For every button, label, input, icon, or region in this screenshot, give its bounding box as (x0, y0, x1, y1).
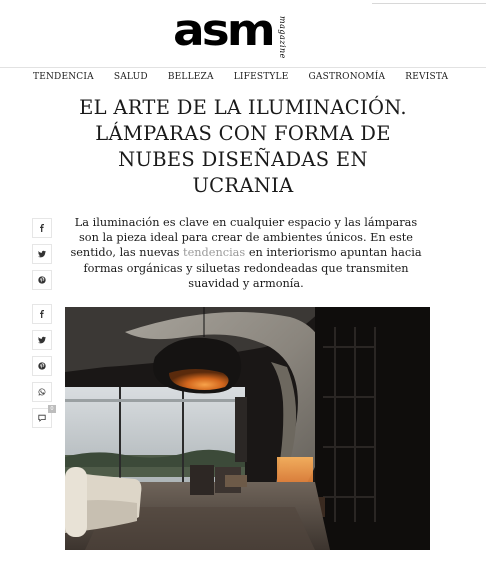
nav-divider (0, 67, 486, 68)
share-pinterest-button[interactable] (32, 270, 52, 290)
share-twitter-button[interactable] (32, 244, 52, 264)
pinterest-icon (38, 362, 46, 370)
logo-text: asm (173, 5, 273, 56)
nav-item-gastronomia[interactable]: GASTRONOMÍA (308, 72, 386, 82)
side-twitter-button[interactable] (32, 330, 52, 350)
side-facebook-button[interactable] (32, 304, 52, 324)
share-facebook-button[interactable] (32, 218, 52, 238)
facebook-icon (38, 224, 46, 232)
nav-item-revista[interactable]: REVISTA (405, 72, 449, 82)
twitter-icon (38, 336, 46, 344)
site-logo[interactable] (173, 5, 287, 59)
logo-subtext: magazine (278, 16, 287, 59)
whatsapp-icon (38, 388, 46, 396)
main-nav (33, 72, 448, 82)
nav-item-lifestyle[interactable]: LIFESTYLE (233, 72, 289, 82)
comment-icon (38, 414, 46, 422)
side-comments-button[interactable] (32, 408, 52, 428)
link-tendencias[interactable]: tendencias (183, 246, 246, 260)
facebook-icon (38, 310, 46, 318)
article-lead (64, 215, 428, 291)
pinterest-icon (38, 276, 46, 284)
twitter-icon (38, 250, 46, 258)
article-hero-image (65, 307, 430, 550)
comment-count-badge: 0 (48, 405, 56, 413)
top-scroll-strip (372, 0, 486, 4)
nav-item-salud[interactable]: SALUD (113, 72, 148, 82)
article-title: EL ARTE DE LA ILUMINACIÓN. LÁMPARAS CON FORMA DE NUBES DISEÑADAS EN UCRANIA (79, 96, 407, 197)
nav-item-tendencia[interactable]: TENDENCIA (33, 72, 94, 82)
lead-text-end: en interiorismo apuntan hacia formas orgánicas y siluetas redondeadas que transmiten suavidad y armonía. (83, 246, 422, 290)
side-pinterest-button[interactable] (32, 356, 52, 376)
side-whatsapp-button[interactable] (32, 382, 52, 402)
nav-item-belleza[interactable]: BELLEZA (167, 72, 214, 82)
hero-image-illustration (65, 307, 430, 550)
lead-text-start: La iluminación es clave en cualquier espacio y las lámparas son la pieza ideal para crear de ambientes únicos. En este sentido, las nuevas (70, 216, 418, 260)
